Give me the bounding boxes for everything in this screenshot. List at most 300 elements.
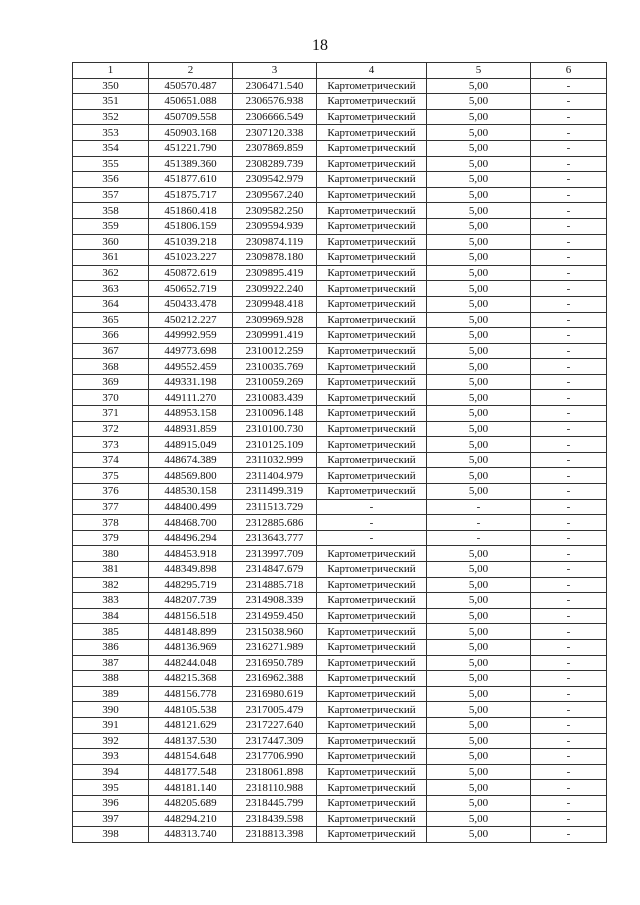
- y-coordinate-cell: 2307120.338: [233, 125, 317, 141]
- y-coordinate-cell: 2310012.259: [233, 343, 317, 359]
- column-header: 2: [149, 63, 233, 79]
- note-cell: -: [531, 499, 607, 515]
- method-cell: Картометрический: [317, 452, 427, 468]
- x-coordinate-cell: 450903.168: [149, 125, 233, 141]
- note-cell: -: [531, 109, 607, 125]
- note-cell: -: [531, 733, 607, 749]
- column-header: 5: [427, 63, 531, 79]
- x-coordinate-cell: 451039.218: [149, 234, 233, 250]
- x-coordinate-cell: 449111.270: [149, 390, 233, 406]
- accuracy-cell: 5,00: [427, 484, 531, 500]
- accuracy-cell: -: [427, 515, 531, 531]
- point-number-cell: 374: [73, 452, 149, 468]
- table-row: [73, 281, 607, 297]
- y-coordinate-cell: 2309874.119: [233, 234, 317, 250]
- method-cell: Картометрический: [317, 437, 427, 453]
- table-row: [73, 577, 607, 593]
- table-row: [73, 702, 607, 718]
- point-number-cell: 384: [73, 608, 149, 624]
- table-row: [73, 686, 607, 702]
- table-row: [73, 749, 607, 765]
- table-row: [73, 515, 607, 531]
- method-cell: -: [317, 530, 427, 546]
- point-number-cell: 379: [73, 530, 149, 546]
- point-number-cell: 365: [73, 312, 149, 328]
- x-coordinate-cell: 448207.739: [149, 593, 233, 609]
- method-cell: Картометрический: [317, 749, 427, 765]
- y-coordinate-cell: 2318813.398: [233, 827, 317, 843]
- table-row: [73, 109, 607, 125]
- accuracy-cell: 5,00: [427, 390, 531, 406]
- x-coordinate-cell: 448136.969: [149, 639, 233, 655]
- note-cell: -: [531, 359, 607, 375]
- table-row: [73, 546, 607, 562]
- method-cell: Картометрический: [317, 827, 427, 843]
- note-cell: -: [531, 468, 607, 484]
- method-cell: Картометрический: [317, 281, 427, 297]
- y-coordinate-cell: 2313643.777: [233, 530, 317, 546]
- note-cell: -: [531, 686, 607, 702]
- table-row: [73, 78, 607, 94]
- table-row: [73, 780, 607, 796]
- method-cell: Картометрический: [317, 406, 427, 422]
- method-cell: Картометрический: [317, 593, 427, 609]
- point-number-cell: 377: [73, 499, 149, 515]
- accuracy-cell: 5,00: [427, 156, 531, 172]
- accuracy-cell: 5,00: [427, 140, 531, 156]
- point-number-cell: 395: [73, 780, 149, 796]
- y-coordinate-cell: 2316962.388: [233, 671, 317, 687]
- point-number-cell: 390: [73, 702, 149, 718]
- x-coordinate-cell: 450212.227: [149, 312, 233, 328]
- y-coordinate-cell: 2316271.989: [233, 639, 317, 655]
- table-row: [73, 499, 607, 515]
- accuracy-cell: 5,00: [427, 187, 531, 203]
- point-number-cell: 391: [73, 717, 149, 733]
- y-coordinate-cell: 2309594.939: [233, 218, 317, 234]
- note-cell: -: [531, 608, 607, 624]
- table-body: [73, 78, 607, 842]
- table-header-row: [73, 63, 607, 79]
- note-cell: -: [531, 343, 607, 359]
- y-coordinate-cell: 2306576.938: [233, 94, 317, 110]
- y-coordinate-cell: 2309542.979: [233, 172, 317, 188]
- point-number-cell: 354: [73, 140, 149, 156]
- x-coordinate-cell: 451221.790: [149, 140, 233, 156]
- table-row: [73, 452, 607, 468]
- point-number-cell: 396: [73, 795, 149, 811]
- y-coordinate-cell: 2313997.709: [233, 546, 317, 562]
- point-number-cell: 381: [73, 562, 149, 578]
- y-coordinate-cell: 2318110.988: [233, 780, 317, 796]
- x-coordinate-cell: 448496.294: [149, 530, 233, 546]
- point-number-cell: 383: [73, 593, 149, 609]
- table-row: [73, 359, 607, 375]
- note-cell: -: [531, 827, 607, 843]
- accuracy-cell: 5,00: [427, 437, 531, 453]
- point-number-cell: 366: [73, 328, 149, 344]
- point-number-cell: 372: [73, 421, 149, 437]
- table-row: [73, 374, 607, 390]
- x-coordinate-cell: 448154.648: [149, 749, 233, 765]
- note-cell: -: [531, 421, 607, 437]
- point-number-cell: 362: [73, 265, 149, 281]
- x-coordinate-cell: 448105.538: [149, 702, 233, 718]
- point-number-cell: 392: [73, 733, 149, 749]
- accuracy-cell: 5,00: [427, 577, 531, 593]
- point-number-cell: 361: [73, 250, 149, 266]
- accuracy-cell: 5,00: [427, 125, 531, 141]
- y-coordinate-cell: 2314959.450: [233, 608, 317, 624]
- method-cell: Картометрический: [317, 764, 427, 780]
- note-cell: -: [531, 406, 607, 422]
- table-row: [73, 203, 607, 219]
- point-number-cell: 364: [73, 296, 149, 312]
- method-cell: Картометрический: [317, 562, 427, 578]
- method-cell: -: [317, 499, 427, 515]
- accuracy-cell: 5,00: [427, 717, 531, 733]
- accuracy-cell: 5,00: [427, 234, 531, 250]
- note-cell: -: [531, 702, 607, 718]
- column-header: 1: [73, 63, 149, 79]
- accuracy-cell: 5,00: [427, 78, 531, 94]
- accuracy-cell: 5,00: [427, 94, 531, 110]
- note-cell: -: [531, 577, 607, 593]
- point-number-cell: 398: [73, 827, 149, 843]
- column-header: 6: [531, 63, 607, 79]
- y-coordinate-cell: 2309582.250: [233, 203, 317, 219]
- y-coordinate-cell: 2318439.598: [233, 811, 317, 827]
- table-row: [73, 827, 607, 843]
- x-coordinate-cell: 451860.418: [149, 203, 233, 219]
- table-row: [73, 156, 607, 172]
- accuracy-cell: 5,00: [427, 811, 531, 827]
- y-coordinate-cell: 2311513.729: [233, 499, 317, 515]
- table-row: [73, 639, 607, 655]
- x-coordinate-cell: 448953.158: [149, 406, 233, 422]
- accuracy-cell: 5,00: [427, 172, 531, 188]
- note-cell: -: [531, 671, 607, 687]
- y-coordinate-cell: 2309922.240: [233, 281, 317, 297]
- method-cell: Картометрический: [317, 624, 427, 640]
- accuracy-cell: 5,00: [427, 250, 531, 266]
- y-coordinate-cell: 2312885.686: [233, 515, 317, 531]
- table-row: [73, 343, 607, 359]
- point-number-cell: 382: [73, 577, 149, 593]
- note-cell: -: [531, 296, 607, 312]
- note-cell: -: [531, 515, 607, 531]
- y-coordinate-cell: 2316950.789: [233, 655, 317, 671]
- method-cell: Картометрический: [317, 795, 427, 811]
- point-number-cell: 363: [73, 281, 149, 297]
- x-coordinate-cell: 448181.140: [149, 780, 233, 796]
- point-number-cell: 376: [73, 484, 149, 500]
- accuracy-cell: 5,00: [427, 639, 531, 655]
- method-cell: Картометрический: [317, 312, 427, 328]
- point-number-cell: 369: [73, 374, 149, 390]
- y-coordinate-cell: 2310059.269: [233, 374, 317, 390]
- note-cell: -: [531, 218, 607, 234]
- x-coordinate-cell: 450570.487: [149, 78, 233, 94]
- method-cell: Картометрический: [317, 94, 427, 110]
- point-number-cell: 368: [73, 359, 149, 375]
- y-coordinate-cell: 2309878.180: [233, 250, 317, 266]
- point-number-cell: 385: [73, 624, 149, 640]
- y-coordinate-cell: 2314885.718: [233, 577, 317, 593]
- x-coordinate-cell: 451875.717: [149, 187, 233, 203]
- table-row: [73, 562, 607, 578]
- accuracy-cell: 5,00: [427, 764, 531, 780]
- y-coordinate-cell: 2318061.898: [233, 764, 317, 780]
- table-row: [73, 187, 607, 203]
- accuracy-cell: 5,00: [427, 546, 531, 562]
- note-cell: -: [531, 437, 607, 453]
- x-coordinate-cell: 448205.689: [149, 795, 233, 811]
- x-coordinate-cell: 448569.800: [149, 468, 233, 484]
- x-coordinate-cell: 448156.778: [149, 686, 233, 702]
- note-cell: -: [531, 484, 607, 500]
- accuracy-cell: 5,00: [427, 328, 531, 344]
- table-row: [73, 530, 607, 546]
- accuracy-cell: 5,00: [427, 827, 531, 843]
- x-coordinate-cell: 449773.698: [149, 343, 233, 359]
- accuracy-cell: 5,00: [427, 795, 531, 811]
- table-row: [73, 608, 607, 624]
- point-number-cell: 387: [73, 655, 149, 671]
- point-number-cell: 388: [73, 671, 149, 687]
- note-cell: -: [531, 593, 607, 609]
- method-cell: Картометрический: [317, 218, 427, 234]
- method-cell: Картометрический: [317, 156, 427, 172]
- coordinates-table: [72, 62, 607, 843]
- accuracy-cell: 5,00: [427, 671, 531, 687]
- method-cell: -: [317, 515, 427, 531]
- accuracy-cell: 5,00: [427, 733, 531, 749]
- note-cell: -: [531, 562, 607, 578]
- y-coordinate-cell: 2310035.769: [233, 359, 317, 375]
- y-coordinate-cell: 2307869.859: [233, 140, 317, 156]
- note-cell: -: [531, 172, 607, 188]
- method-cell: Картометрический: [317, 78, 427, 94]
- note-cell: -: [531, 125, 607, 141]
- note-cell: -: [531, 94, 607, 110]
- column-header: 3: [233, 63, 317, 79]
- y-coordinate-cell: 2317227.640: [233, 717, 317, 733]
- x-coordinate-cell: 449552.459: [149, 359, 233, 375]
- point-number-cell: 393: [73, 749, 149, 765]
- table-row: [73, 312, 607, 328]
- x-coordinate-cell: 448295.719: [149, 577, 233, 593]
- y-coordinate-cell: 2314908.339: [233, 593, 317, 609]
- note-cell: -: [531, 811, 607, 827]
- point-number-cell: 355: [73, 156, 149, 172]
- y-coordinate-cell: 2317706.990: [233, 749, 317, 765]
- table-row: [73, 218, 607, 234]
- point-number-cell: 397: [73, 811, 149, 827]
- method-cell: Картометрический: [317, 811, 427, 827]
- method-cell: Картометрический: [317, 577, 427, 593]
- x-coordinate-cell: 448530.158: [149, 484, 233, 500]
- x-coordinate-cell: 448349.898: [149, 562, 233, 578]
- y-coordinate-cell: 2318445.799: [233, 795, 317, 811]
- accuracy-cell: 5,00: [427, 702, 531, 718]
- note-cell: -: [531, 265, 607, 281]
- note-cell: -: [531, 795, 607, 811]
- x-coordinate-cell: 450652.719: [149, 281, 233, 297]
- note-cell: -: [531, 390, 607, 406]
- accuracy-cell: 5,00: [427, 452, 531, 468]
- table-row: [73, 468, 607, 484]
- table-row: [73, 94, 607, 110]
- y-coordinate-cell: 2316980.619: [233, 686, 317, 702]
- accuracy-cell: 5,00: [427, 406, 531, 422]
- y-coordinate-cell: 2309969.928: [233, 312, 317, 328]
- accuracy-cell: 5,00: [427, 608, 531, 624]
- x-coordinate-cell: 448137.530: [149, 733, 233, 749]
- page-number: 18: [312, 37, 328, 54]
- table-row: [73, 250, 607, 266]
- point-number-cell: 375: [73, 468, 149, 484]
- y-coordinate-cell: 2315038.960: [233, 624, 317, 640]
- table-row: [73, 140, 607, 156]
- y-coordinate-cell: 2314847.679: [233, 562, 317, 578]
- table-row: [73, 172, 607, 188]
- note-cell: -: [531, 624, 607, 640]
- y-coordinate-cell: 2317005.479: [233, 702, 317, 718]
- note-cell: -: [531, 250, 607, 266]
- x-coordinate-cell: 448915.049: [149, 437, 233, 453]
- table-row: [73, 234, 607, 250]
- table-row: [73, 328, 607, 344]
- accuracy-cell: 5,00: [427, 265, 531, 281]
- accuracy-cell: 5,00: [427, 218, 531, 234]
- accuracy-cell: 5,00: [427, 374, 531, 390]
- method-cell: Картометрический: [317, 296, 427, 312]
- method-cell: Картометрический: [317, 639, 427, 655]
- point-number-cell: 373: [73, 437, 149, 453]
- method-cell: Картометрический: [317, 109, 427, 125]
- accuracy-cell: 5,00: [427, 296, 531, 312]
- method-cell: Картометрический: [317, 234, 427, 250]
- x-coordinate-cell: 448931.859: [149, 421, 233, 437]
- method-cell: Картометрический: [317, 343, 427, 359]
- y-coordinate-cell: 2309948.418: [233, 296, 317, 312]
- accuracy-cell: 5,00: [427, 343, 531, 359]
- accuracy-cell: -: [427, 530, 531, 546]
- method-cell: Картометрический: [317, 468, 427, 484]
- table-row: [73, 764, 607, 780]
- point-number-cell: 351: [73, 94, 149, 110]
- method-cell: Картометрический: [317, 328, 427, 344]
- x-coordinate-cell: 450709.558: [149, 109, 233, 125]
- y-coordinate-cell: 2311404.979: [233, 468, 317, 484]
- method-cell: Картометрический: [317, 359, 427, 375]
- point-number-cell: 360: [73, 234, 149, 250]
- x-coordinate-cell: 450651.088: [149, 94, 233, 110]
- y-coordinate-cell: 2310096.148: [233, 406, 317, 422]
- note-cell: -: [531, 764, 607, 780]
- accuracy-cell: 5,00: [427, 655, 531, 671]
- method-cell: Картометрический: [317, 374, 427, 390]
- point-number-cell: 370: [73, 390, 149, 406]
- note-cell: -: [531, 281, 607, 297]
- point-number-cell: 378: [73, 515, 149, 531]
- table-row: [73, 593, 607, 609]
- note-cell: -: [531, 328, 607, 344]
- table-row: [73, 421, 607, 437]
- note-cell: -: [531, 234, 607, 250]
- accuracy-cell: -: [427, 499, 531, 515]
- note-cell: -: [531, 156, 607, 172]
- method-cell: Картометрический: [317, 780, 427, 796]
- point-number-cell: 371: [73, 406, 149, 422]
- accuracy-cell: 5,00: [427, 593, 531, 609]
- table-row: [73, 406, 607, 422]
- point-number-cell: 356: [73, 172, 149, 188]
- method-cell: Картометрический: [317, 265, 427, 281]
- method-cell: Картометрический: [317, 608, 427, 624]
- accuracy-cell: 5,00: [427, 312, 531, 328]
- table-row: [73, 437, 607, 453]
- y-coordinate-cell: 2309567.240: [233, 187, 317, 203]
- y-coordinate-cell: 2306666.549: [233, 109, 317, 125]
- point-number-cell: 389: [73, 686, 149, 702]
- x-coordinate-cell: 448294.210: [149, 811, 233, 827]
- x-coordinate-cell: 448468.700: [149, 515, 233, 531]
- table-row: [73, 655, 607, 671]
- x-coordinate-cell: 450872.619: [149, 265, 233, 281]
- y-coordinate-cell: 2308289.739: [233, 156, 317, 172]
- x-coordinate-cell: 448674.389: [149, 452, 233, 468]
- x-coordinate-cell: 449992.959: [149, 328, 233, 344]
- note-cell: -: [531, 78, 607, 94]
- note-cell: -: [531, 140, 607, 156]
- accuracy-cell: 5,00: [427, 749, 531, 765]
- point-number-cell: 353: [73, 125, 149, 141]
- note-cell: -: [531, 749, 607, 765]
- method-cell: Картометрический: [317, 717, 427, 733]
- table-row: [73, 265, 607, 281]
- method-cell: Картометрический: [317, 421, 427, 437]
- note-cell: -: [531, 203, 607, 219]
- x-coordinate-cell: 448121.629: [149, 717, 233, 733]
- x-coordinate-cell: 451806.159: [149, 218, 233, 234]
- table-row: [73, 811, 607, 827]
- note-cell: -: [531, 780, 607, 796]
- y-coordinate-cell: 2310083.439: [233, 390, 317, 406]
- accuracy-cell: 5,00: [427, 421, 531, 437]
- method-cell: Картометрический: [317, 484, 427, 500]
- point-number-cell: 386: [73, 639, 149, 655]
- column-header: 4: [317, 63, 427, 79]
- y-coordinate-cell: 2309895.419: [233, 265, 317, 281]
- y-coordinate-cell: 2306471.540: [233, 78, 317, 94]
- x-coordinate-cell: 451023.227: [149, 250, 233, 266]
- y-coordinate-cell: 2317447.309: [233, 733, 317, 749]
- method-cell: Картометрический: [317, 172, 427, 188]
- x-coordinate-cell: 448177.548: [149, 764, 233, 780]
- method-cell: Картометрический: [317, 187, 427, 203]
- point-number-cell: 359: [73, 218, 149, 234]
- point-number-cell: 367: [73, 343, 149, 359]
- x-coordinate-cell: 451877.610: [149, 172, 233, 188]
- accuracy-cell: 5,00: [427, 686, 531, 702]
- accuracy-cell: 5,00: [427, 624, 531, 640]
- table-row: [73, 795, 607, 811]
- x-coordinate-cell: 448244.048: [149, 655, 233, 671]
- note-cell: -: [531, 312, 607, 328]
- method-cell: Картометрический: [317, 140, 427, 156]
